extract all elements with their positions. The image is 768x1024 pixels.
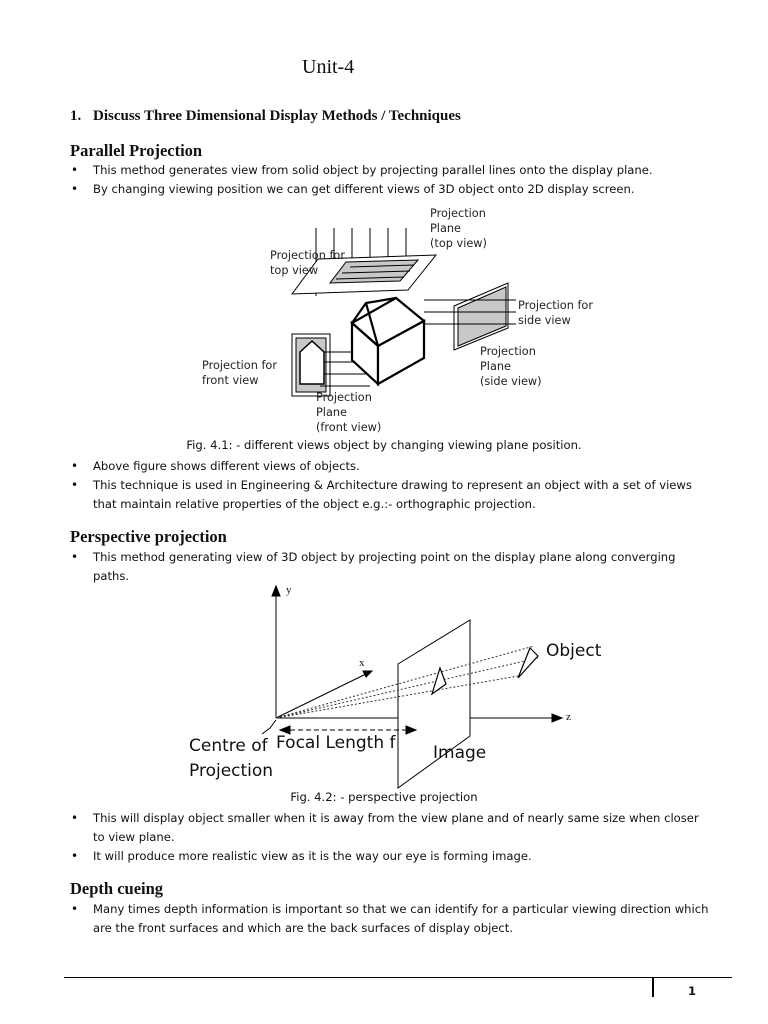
- axis-label-y: y: [286, 584, 292, 596]
- label-object: Object: [546, 641, 602, 661]
- axis-label-x: x: [359, 657, 365, 669]
- label-image: Image: [433, 743, 487, 763]
- label-line: Plane: [430, 222, 461, 235]
- label-line: Projection for: [518, 299, 593, 312]
- list-item: • Many times depth information is important so that we can identify for a particular viewing direction which are the front surfaces and which are the back surfaces of display object.: [70, 900, 710, 938]
- label-line: Projection: [189, 761, 274, 781]
- section-heading-perspective: Perspective projection: [70, 527, 227, 546]
- label-line: Projection: [430, 207, 486, 220]
- list-item: • Above figure shows different views of objects.: [70, 457, 710, 476]
- page-number: 1: [688, 984, 697, 998]
- unit-title: Unit-4: [302, 56, 355, 78]
- label-line: Centre of: [189, 736, 268, 756]
- label-line: Plane: [316, 406, 347, 419]
- list-item: • This will display object smaller when it is away from the view plane and of nearly same size when closer to view plane.: [70, 809, 710, 847]
- label-line: Plane: [480, 360, 511, 373]
- section-heading-parallel: Parallel Projection: [70, 141, 203, 160]
- label-focal-length: Focal Length f: [276, 733, 396, 753]
- footer-rule: [64, 977, 732, 978]
- label-line: side view: [518, 314, 571, 327]
- label-line: Projection: [316, 391, 372, 404]
- list-item: • It will produce more realistic view as it is the way our eye is forming image.: [70, 847, 710, 866]
- axis-label-z: z: [566, 711, 571, 723]
- label-line: Projection for: [270, 249, 345, 262]
- list-item: • By changing viewing position we can get different views of 3D object onto 2D display screen.: [70, 180, 710, 199]
- figure-caption-4-2: Fig. 4.2: - perspective projection: [290, 790, 478, 804]
- label-line: Projection for: [202, 359, 277, 372]
- figure-caption-4-1: Fig. 4.1: - different views object by changing viewing plane position.: [186, 438, 582, 452]
- label-line: Projection: [480, 345, 536, 358]
- label-line: (side view): [480, 375, 542, 388]
- label-line: front view: [202, 374, 259, 387]
- list-item: • This method generates view from solid object by projecting parallel lines onto the display plane.: [70, 161, 710, 180]
- label-centre-of-projection: [189, 734, 273, 784]
- list-item: • This method generating view of 3D object by projecting point on the display plane along converging paths.: [70, 548, 710, 586]
- label-line: (top view): [430, 237, 487, 250]
- footer-divider: [652, 977, 654, 997]
- depth-bullets: [70, 900, 710, 938]
- question-number: 1.: [70, 108, 82, 124]
- label-line: (front view): [316, 421, 382, 434]
- question-text: Discuss Three Dimensional Display Methods / Techniques: [93, 108, 461, 124]
- list-item: • This technique is used in Engineering & Architecture drawing to represent an object with a set of views that maintain relative properties of the object e.g.:- orthographic projection.: [70, 476, 710, 514]
- perspective-bullets-after: [70, 809, 710, 866]
- section-heading-depth: Depth cueing: [70, 879, 164, 898]
- label-line: top view: [270, 264, 319, 277]
